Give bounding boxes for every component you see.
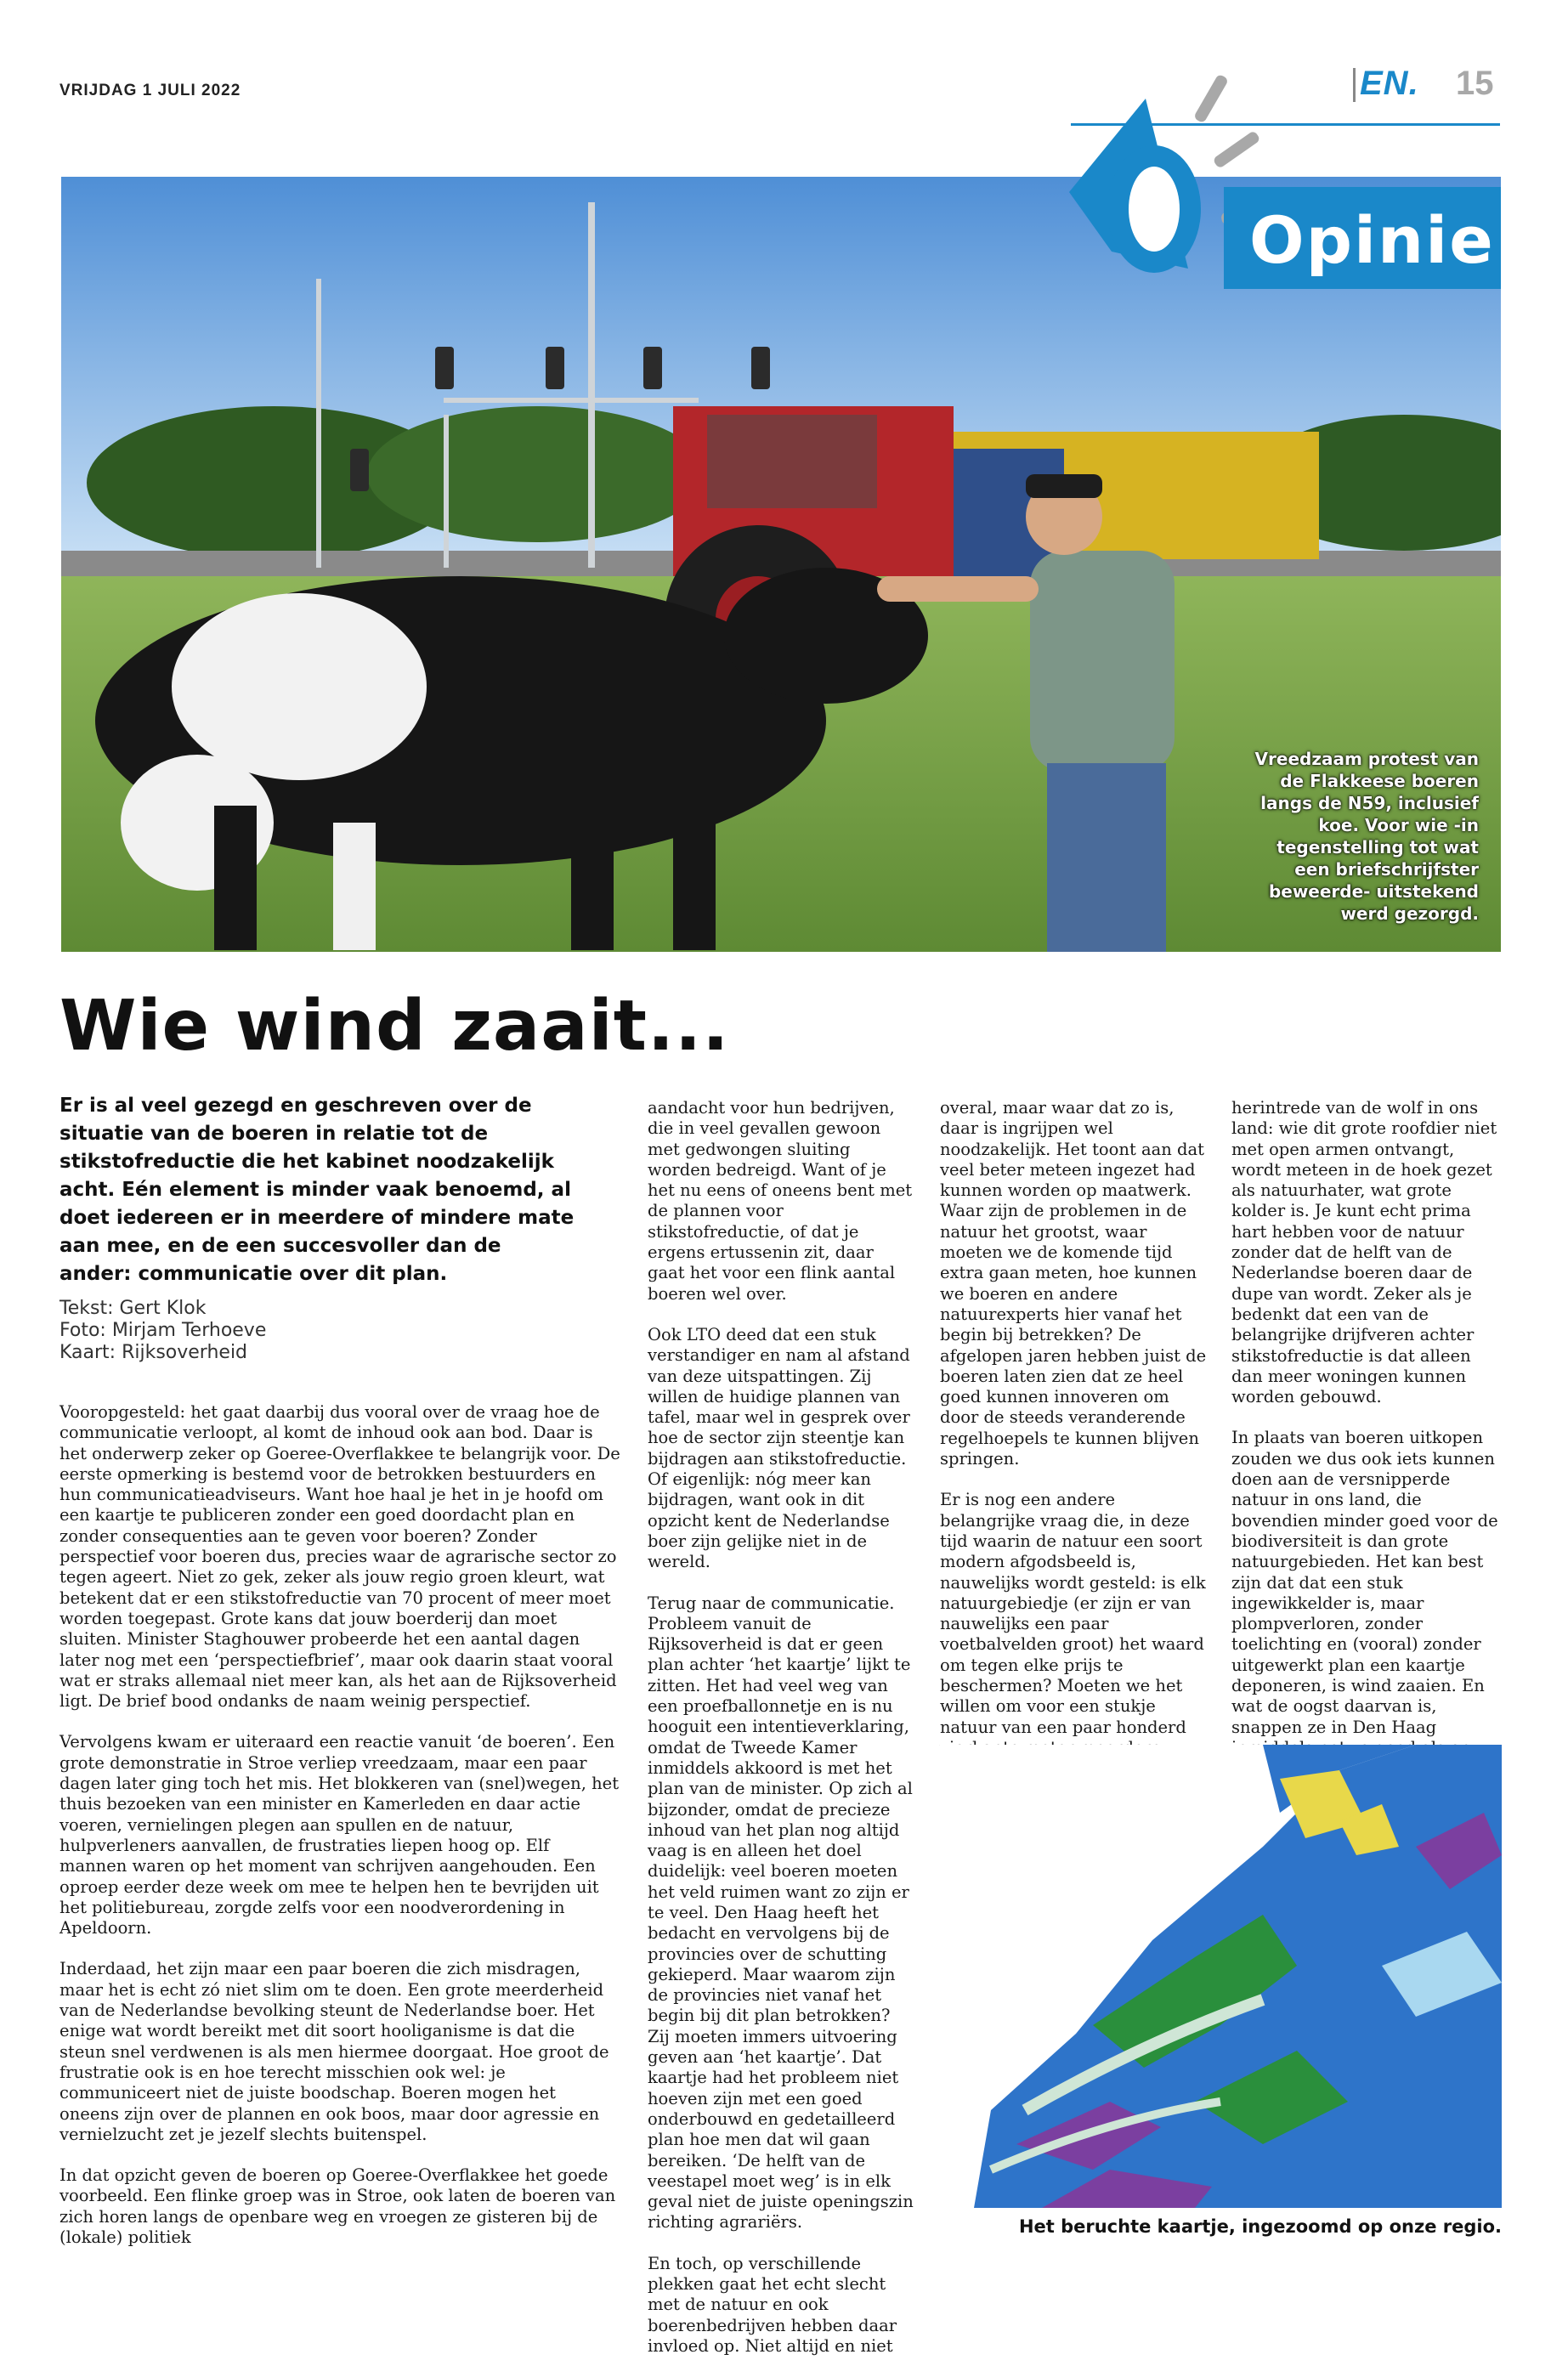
paragraph: aandacht voor hun bedrijven, die in veel gevallen gewoon met gedwongen sluiting worden bedreigd. Want of je het nu eens of oneens bent met de plannen voor stikstofreductie, of dat je ergens ertussenin zit, daar gaat het voor een flink aantal boeren wel over. <box>648 1098 913 1304</box>
paragraph: En toch, op verschillende plekken gaat het echt slecht met de natuur en ook boerenbedrijven hebben daar invloed op. Niet altijd en niet <box>648 2253 897 2356</box>
paragraph: In dat opzicht geven de boeren op Goeree-Overflakkee het goede voorbeeld. Een flinke groep was in Stroe, ook laten de boeren van zich horen langs de openbare weg en vroegen ze gisteren bij de (lokale) politiek <box>59 2165 616 2247</box>
paragraph: Ook LTO deed dat een stuk verstandiger en nam al afstand van deze uitspattingen. Zij willen de huidige plannen van tafel, maar wel in gesprek over hoe de sector zijn steentje kan bijdragen aan stikstofreductie. Of eigenlijk: nóg meer kan bijdragen, want ook in dit opzicht kent de Nederlandse boer zijn gelijke niet in de wereld. <box>648 1324 910 1572</box>
article-column-1 <box>59 1402 620 2268</box>
paragraph: Vervolgens kwam er uiteraard een reactie vanuit ‘de boeren’. Een grote demonstratie in Stroe verliep vreedzaam, maar een paar dagen later ging toch het mis. Het blokkeren van (snel)wegen, het thuis bezoeken van een minister en Kamerleden en daar actie voeren, vernielingen plegen aan spullen en de natuur, hulpverleners aanvallen, de frustraties liepen hoog op. Elf mannen waren op het moment van schrijven aangehouden. Een oproep eerder deze week om mee te helpen hen te bevrijden uit het politiebureau, zorgde zelfs voor een noodverordening in Apeldoorn. <box>59 1732 620 1938</box>
paragraph: In plaats van boeren uitkopen zouden we dus ook iets kunnen doen aan de versnipperde natuur in ons land, die bovendien minder goed voor de biodiversiteit is dan grote natuurgebieden. Het kan best zijn dat dat een stuk ingewikkelder is, maar plompverloren, zonder toelichting en (vooral) zonder uitgewerkt plan een kaartje deponeren, is wind zaaien. En wat de oogst daarvan is, snappen ze in Den Haag <box>1231 1428 1498 1737</box>
paragraph: Vooropgesteld: het gaat daarbij dus vooral over de vraag hoe de communicatie verloopt, al komt de inhoud ook aan bod. Daar is het onderwerp zeker op Goeree-Overflakkee te belangrijk voor. De eerste opmerking is bestemd voor de betrokken bestuurders en hun communicatieadviseurs. Want hoe haal je het in je hoofd om een kaartje te publiceren zonder een goed doordacht plan en zonder consequenties aan te geven voor boeren? Zonder perspectief voor boeren dus, precies waar de agrarische sector zo tegen ageert. Niet zo gek, zeker als jouw regio groen kleurt, wat betekent dat er een stikstofreductie van 70 procent of meer moet worden toegepast. Grote kans dat jouw boerderij dan moet sluiten. Minister Staghouwer probeerde het een aantal dagen later nog met een ‘perspectiefbrief’, maar ook daarin staat vooral wat er straks allemaal niet meer kan, als het aan de Rijksoverheid ligt. De brief bood ondanks de naam weinig perspectief. <box>59 1402 620 1712</box>
section-title: Opinie <box>1249 202 1495 278</box>
article-credits <box>59 1298 266 1364</box>
brand-logo: EN. <box>1360 65 1419 102</box>
issue-date: VRIJDAG 1 JULI 2022 <box>59 82 241 99</box>
nitrogen-map <box>940 1745 1502 2208</box>
paragraph: herintrede van de wolf in ons land: wie dit grote roofdier niet met open armen ontvangt, wordt meteen in de hoek gezet als natuurhater, wat grote kolder is. Je kunt echt prima hart hebben voor de natuur zonder dat de helft van de Nederlandse boeren daar de dupe van wordt. Zeker als je bedenkt dat een van de belangrijke drijfveren achter stikstofreductie is dat alleen dan meer woningen kunnen worden gebouwd. <box>1231 1098 1497 1407</box>
article-lead: Er is al veel gezegd en geschreven over de situatie van de boeren in relatie tot de stikstofreductie die het kabinet noodzakelijk acht. Eén element is minder vaak benoemd, al doet iedereen er in meerdere of mindere mate aan mee, en de een succesvoller dan de ander: communicatie over dit plan. <box>59 1095 575 1285</box>
paragraph: Er is nog een andere belangrijke vraag die, in deze tijd waarin de natuur een soort modern afgodsbeeld is, nauwelijks wordt gesteld: is elk natuurgebiedje (er zijn er van nauwelijks een paar voetbalvelden groot) het waard om tegen elke prijs te beschermen? Moeten we het willen om voor een stukje natuur van een paar honderd <box>940 1490 1206 1737</box>
article-column-2 <box>648 1098 914 2377</box>
page-number: 15 <box>1456 65 1494 102</box>
article-headline: Wie wind zaait... <box>59 986 730 1067</box>
paragraph: Terug naar de communicatie. Probleem vanuit de Rijksoverheid is dat er geen plan achter ‘het kaartje’ lijkt te zitten. Het had veel weg van een proefballonnetje en is nu hooguit een intentieverklaring, omdat de Tweede Kamer inmiddels akkoord is met het plan van de minister. Op zich al bijzonder, omdat de precieze inhoud van het plan nog altijd vaag is en alleen het doel duidelijk: veel boeren moeten het veld ruimen want zo zijn er te veel. Den Haag heeft het bedacht en vervolgens bij de provincies over de schutting gekieperd. Maar waarom zijn de provincies niet vanaf het begin bij dit plan betrokken? Zij moeten immers uitvoering geven aan ‘het kaartje’. Dat kaartje had het probleem niet hoeven zijn met een goed onderbouwd en gedetailleerd plan hoe men dat wil gaan bereiken. ‘De helft van de veestapel moet weg’ is in elk geval niet de juiste openingszin richting agrariërs. <box>648 1593 914 2233</box>
brand-divider <box>1353 68 1356 102</box>
paragraph: Inderdaad, het zijn maar een paar boeren die zich misdragen, maar het is echt zó niet slim om te doen. Een grote meerderheid van de Nederlandse bevolking steunt de Nederlandse boer. Het enige wat wordt bereikt met dit soort hooliganisme is dat die steun snel verdwenen is als men hiermee doorgaat. Hoe groot de frustratie ook is en hoe terecht misschien ook wel: je communiceert niet de juiste boodschap. Boeren mogen het oneens zijn over de plannen en ook boos, maar door agressie en vernielzucht zet je jezelf slechts buitenspel. <box>59 1959 609 2144</box>
credit-text: Tekst: Gert Klok <box>59 1298 207 1319</box>
map-caption: Het beruchte kaartje, ingezoomd op onze regio. <box>1018 2216 1502 2237</box>
credit-map: Kaart: Rijksoverheid <box>59 1342 248 1363</box>
article-column-4 <box>1231 1098 1502 1800</box>
paragraph: overal, maar waar dat zo is, daar is ingrijpen wel noodzakelijk. Het toont aan dat veel beter meteen ingezet had kunnen worden op maatwerk. Waar zijn de problemen in de natuur het grootst, waar moeten we de komende tijd extra gaan meten, hoe kunnen we boeren en andere natuurexperts hier vanaf het begin bij betrekken? De afgelopen jaren hebben juist de boeren laten zien dat ze heel goed kunnen innoveren om door de steeds veranderende regelhoepels te kunnen blijven springen. <box>940 1098 1207 1469</box>
photo-caption: Vreedzaam protest van de Flakkeese boeren langs de N59, inclusief koe. Voor wie -in tegenstelling tot wat een briefschrijfster beweerde- uitstekend werd gezorgd. <box>1254 749 1479 924</box>
article-column-3 <box>940 1098 1209 1841</box>
credit-photo: Foto: Mirjam Terhoeve <box>59 1320 267 1341</box>
